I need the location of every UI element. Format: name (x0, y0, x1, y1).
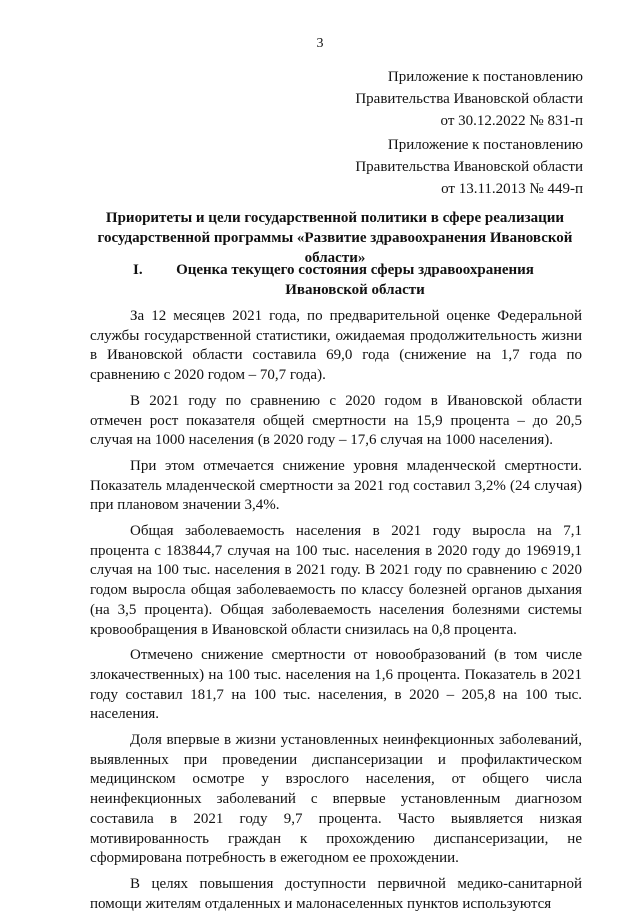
appendix-header-original (355, 134, 583, 200)
paragraph: Общая заболеваемость населения в 2021 году выросла на 7,1 процента с 183844,7 случая на 100 тыс. населения в 2020 году до 196919,1 случая на 100 тыс. населения в 2021 году. В 2021 году по сравнению с 2020 годом выросла общая заболеваемость по классу болезней органов дыхания (на 3,5 процента). Общая заболеваемость населения болезнями системы кровообращения в Ивановской области снизилась на 0,8 процента. (90, 523, 582, 638)
paragraph: Отмечено снижение смертности от новообразований (в том числе злокачественных) на 100 тыс. населения на 1,6 процента. Показатель в 2021 году составил 181,7 на 100 тыс. населения, в 2020 – 205,8 на 100 тыс. населения. (90, 647, 582, 723)
section-heading (90, 260, 580, 300)
appendix-line: Правительства Ивановской области (355, 159, 583, 175)
appendix-header-current (355, 66, 583, 132)
paragraph: При этом отмечается снижение уровня младенческой смертности. Показатель младенческой смертности за 2021 год составил 3,2% (24 случая) при плановом значении 3,4%. (90, 457, 582, 514)
body-text (90, 307, 582, 920)
appendix-line: от 13.11.2013 № 449-п (441, 181, 583, 197)
page-number: 3 (316, 36, 324, 51)
paragraph: В целях повышения доступности первичной медико-санитарной помощи жителям отдаленных и малонаселенных пунктов используются (90, 875, 582, 912)
paragraph: За 12 месяцев 2021 года, по предварительной оценке Федеральной службы государственной статистики, ожидаемая продолжительность жизни в Ивановской области составила 69,0 года (снижение на 1,7 года по сравнению с 2020 годом – 70,7 года). (90, 308, 582, 384)
appendix-line: Приложение к постановлению (387, 137, 583, 153)
paragraph: В 2021 году по сравнению с 2020 годом в Ивановской области отмечен рост показателя общей смертности на 15,9 процента – до 20,5 случая на 1000 населения (в 2020 году – 17,6 случая на 1000 населения). (90, 392, 582, 449)
document-title: Приоритеты и цели государственной политики в сфере реализации государственной программы «Развитие здравоохранения Ивановской области» (97, 210, 573, 266)
section-title: Оценка текущего состояния сферы здравоохранения Ивановской области (176, 262, 534, 298)
section-number: I. (133, 262, 143, 278)
appendix-line: от 30.12.2022 № 831-п (440, 113, 583, 129)
paragraph: Доля впервые в жизни установленных неинфекционных заболеваний, выявленных при проведении диспансеризации и профилактическом медицинском осмотре у взрослого населения, от общего числа неинфекционных заболеваний с впервые установленным диагнозом составила в 2021 году 9,7 процента. Часто выявляется низкая мотивированность граждан к прохождению диспансеризации, не сформирована потребность в ежегодном ее прохождении. (90, 732, 582, 867)
appendix-line: Правительства Ивановской области (355, 91, 583, 107)
appendix-line: Приложение к постановлению (387, 69, 583, 85)
